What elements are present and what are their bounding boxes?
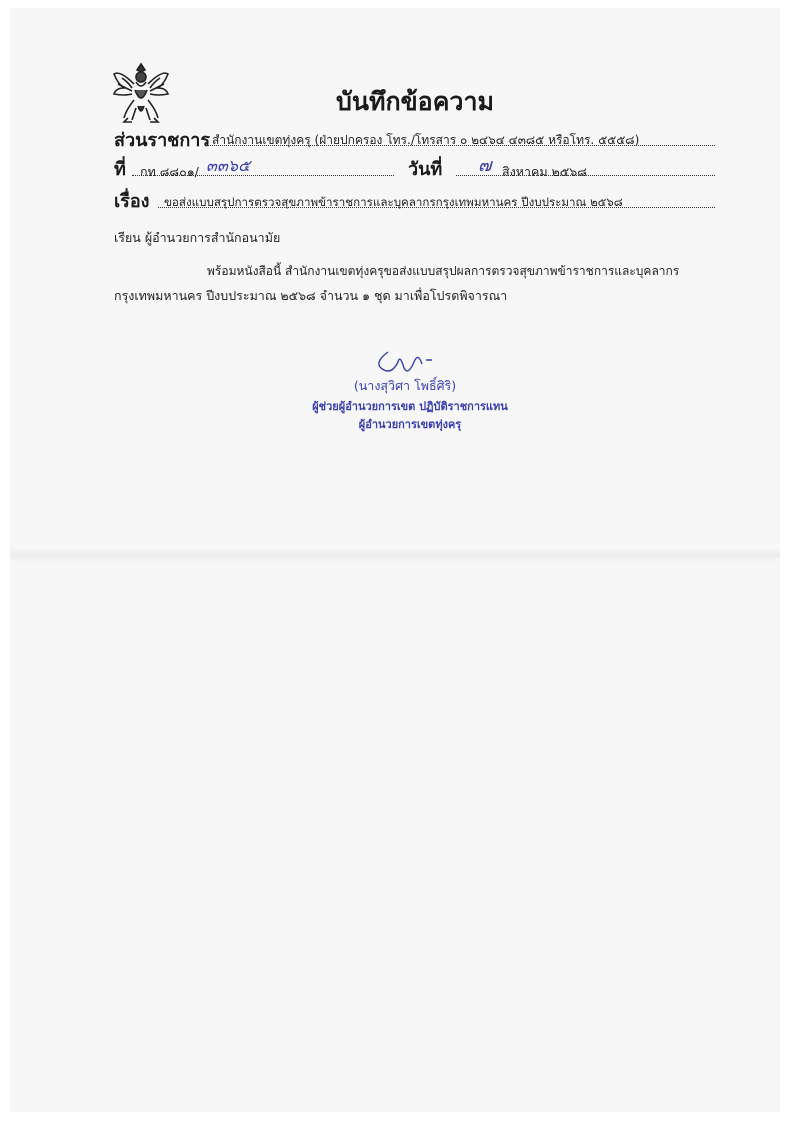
- signature-scribble-icon: [370, 346, 440, 376]
- memo-title: บันทึกข้อความ: [336, 87, 494, 116]
- date-label: วันที่: [408, 159, 443, 180]
- ref-label: ที่: [114, 159, 126, 180]
- agency-label: ส่วนราชการ: [114, 130, 211, 151]
- subject-label: เรื่อง: [114, 191, 150, 212]
- body-line-2: กรุงเทพมหานคร ปีงบประมาณ ๒๕๖๘ จำนวน ๑ ชุด มาเพื่อโปรดพิจารณา: [114, 288, 508, 303]
- scan-artifact: [10, 548, 780, 562]
- ref-value: กท ๘๘๐๑/: [140, 164, 199, 179]
- signer-name: (นางสุวิศา โพธิ์ศิริ): [353, 378, 457, 393]
- ref-handwritten-number: ๓๓๖๕: [206, 156, 251, 175]
- body-line-1: พร้อมหนังสือนี้ สำนักงานเขตทุ่งครุขอส่งแบบสรุปผลการตรวจสุขภาพข้าราชการและบุคลากร: [207, 264, 680, 278]
- salutation: เรียน ผู้อำนวยการสำนักอนามัย: [114, 230, 281, 245]
- signer-position-2: ผู้อำนวยการเขตทุ่งครุ: [358, 418, 462, 431]
- date-value: สิงหาคม ๒๕๖๘: [502, 164, 587, 179]
- signer-position-1: ผู้ช่วยผู้อำนวยการเขต ปฏิบัติราชการแทน: [312, 400, 508, 413]
- agency-value: สำนักงานเขตทุ่งครุ (ฝ่ายปกครอง โทร./โทรสาร ๐ ๒๔๖๔ ๔๓๘๕ หรือโทร. ๕๕๕๘): [212, 133, 640, 147]
- date-day-handwritten: ๗: [478, 155, 492, 176]
- subject-value: ขอส่งแบบสรุปการตรวจสุขภาพข้าราชการและบุคลากรกรุงเทพมหานคร ปีงบประมาณ ๒๕๖๘: [164, 195, 623, 209]
